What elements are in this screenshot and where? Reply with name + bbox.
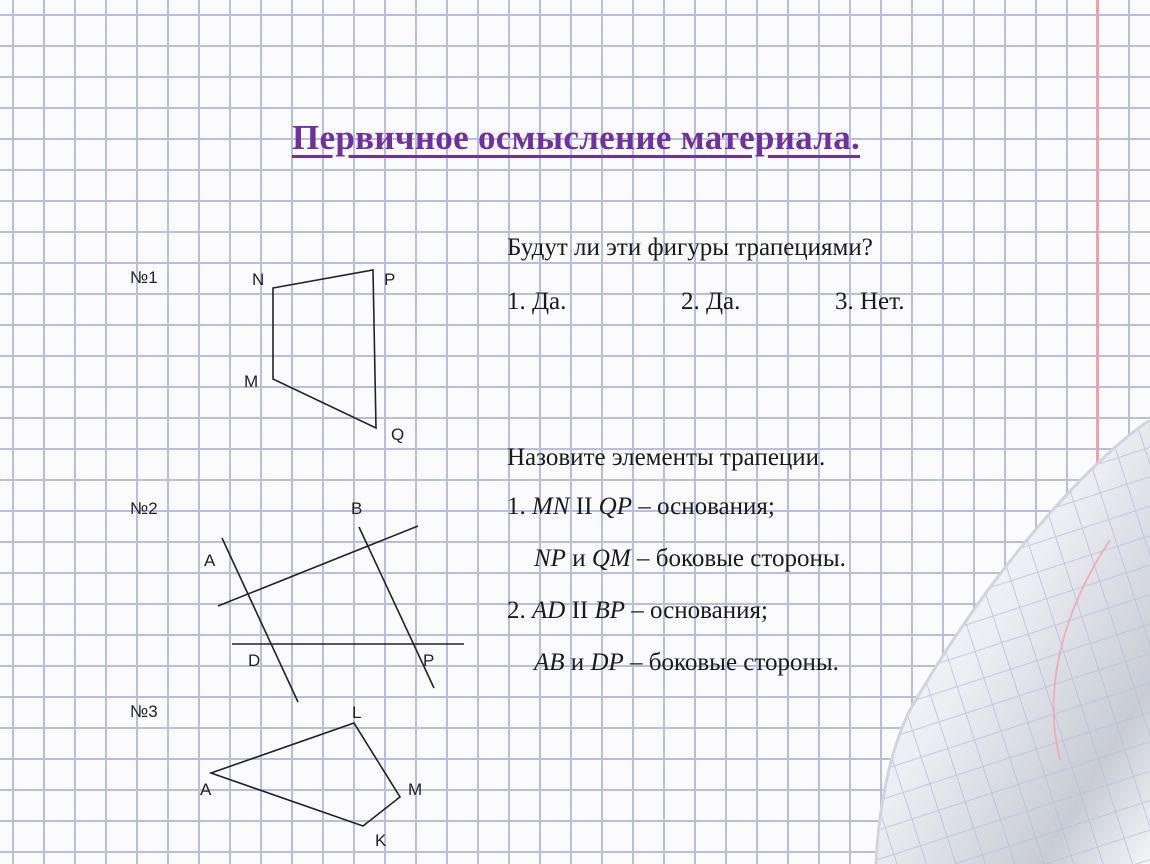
figure-3-number: №3 bbox=[130, 702, 158, 721]
item-number: 2. bbox=[507, 597, 526, 624]
segment-label: DP bbox=[590, 649, 624, 676]
segment-label: QM bbox=[591, 545, 631, 572]
parallel-sign: II bbox=[571, 597, 589, 624]
vertex-label: B bbox=[351, 499, 363, 518]
page-curl-decoration bbox=[870, 420, 1150, 864]
vertex-label: Q bbox=[391, 425, 405, 444]
vertex-label: N bbox=[252, 270, 265, 289]
question1-text: Будут ли эти фигуры трапециями? bbox=[507, 234, 873, 261]
answer-3: 3. Нет. bbox=[835, 288, 905, 315]
figure-1-number: №1 bbox=[130, 268, 158, 287]
vertex-label: A bbox=[204, 551, 216, 570]
vertex-label: M bbox=[244, 372, 259, 391]
segment-label: NP bbox=[534, 545, 566, 572]
segment-label: QP bbox=[598, 493, 632, 520]
item-description: – боковые стороны. bbox=[636, 545, 846, 572]
vertex-label: M bbox=[408, 780, 423, 799]
vertex-label: A bbox=[200, 780, 212, 799]
segment-label: BP bbox=[594, 597, 626, 624]
segment-label: AD bbox=[532, 597, 566, 624]
slide-title: Первичное осмысление материала. bbox=[292, 118, 861, 157]
vertex-label: D bbox=[248, 651, 261, 670]
item-description: – боковые стороны. bbox=[630, 649, 839, 676]
item-description: – основания; bbox=[638, 493, 775, 520]
answer-1: 1. Да. bbox=[507, 288, 567, 315]
vertex-label: K bbox=[375, 831, 387, 850]
parallel-sign: II bbox=[575, 493, 593, 520]
item-description: – основания; bbox=[631, 597, 768, 624]
figure-2-line-ad bbox=[222, 538, 298, 702]
vertex-label: P bbox=[384, 270, 396, 289]
figure-2-number: №2 bbox=[130, 499, 158, 518]
figure-3-quadrilateral bbox=[211, 723, 400, 826]
vertex-label: L bbox=[352, 703, 362, 722]
conjunction: и bbox=[570, 649, 585, 676]
question2-text: Назовите элементы трапеции. bbox=[507, 444, 826, 471]
figure-1-quadrilateral bbox=[273, 270, 376, 428]
item-number: 1. bbox=[507, 493, 526, 520]
segment-label: AB bbox=[534, 649, 565, 676]
conjunction: и bbox=[572, 545, 586, 572]
answer-2: 2. Да. bbox=[681, 288, 741, 315]
segment-label: MN bbox=[532, 493, 570, 520]
vertex-label: P bbox=[423, 651, 435, 670]
